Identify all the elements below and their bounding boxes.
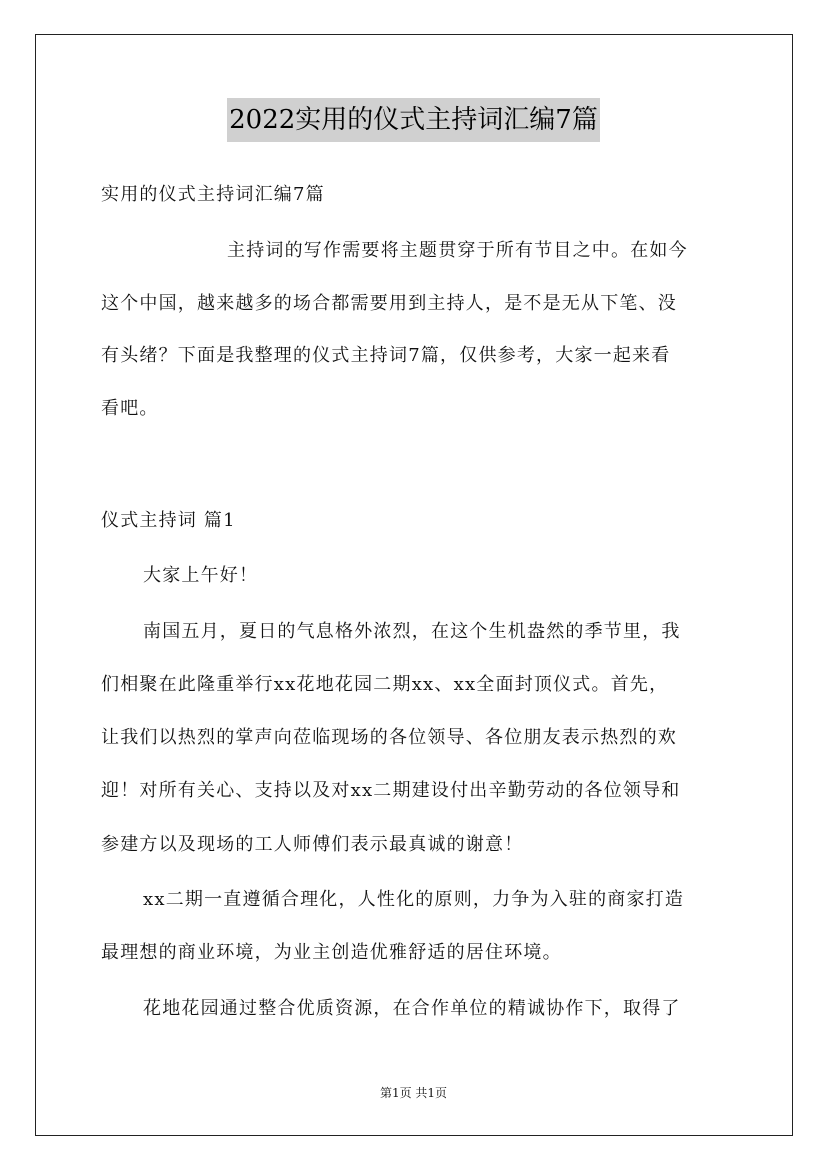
para1-line-2: 们相聚在此隆重举行xx花地花园二期xx、xx全面封顶仪式。首先， <box>101 674 669 695</box>
page-footer: 第1页 共1页 <box>379 1086 448 1100</box>
intro-line-2: 这个中国，越来越多的场合都需要用到主持人，是不是无从下笔、没 <box>101 293 677 314</box>
document-title: 2022实用的仪式主持词汇编7篇 <box>227 98 600 142</box>
intro-line-3: 有头绪？下面是我整理的仪式主持词7篇，仅供参考，大家一起来看 <box>101 345 671 366</box>
para2-line-1: xx二期一直遵循合理化，人性化的原则，力争为入驻的商家打造 <box>143 889 685 910</box>
para3-line-1: 花地花园通过整合优质资源，在合作单位的精诚协作下，取得了 <box>143 998 681 1019</box>
intro-line-1: 主持词的写作需要将主题贯穿于所有节目之中。在如今 <box>227 240 688 261</box>
para1-line-5: 参建方以及现场的工人师傅们表示最真诚的谢意！ <box>101 834 524 855</box>
document-subtitle: 实用的仪式主持词汇编7篇 <box>101 184 325 205</box>
para2-line-2: 最理想的商业环境，为业主创造优雅舒适的居住环境。 <box>101 942 562 963</box>
document-title-block <box>0 98 827 142</box>
para1-line-3: 让我们以热烈的掌声向莅临现场的各位领导、各位朋友表示热烈的欢 <box>101 727 677 748</box>
section-heading: 仪式主持词 篇1 <box>101 510 236 531</box>
greeting: 大家上午好！ <box>143 565 259 586</box>
para1-line-4: 迎！对所有关心、支持以及对xx二期建设付出辛勤劳动的各位领导和 <box>101 780 681 801</box>
intro-line-4: 看吧。 <box>101 398 159 419</box>
para1-line-1: 南国五月，夏日的气息格外浓烈，在这个生机盎然的季节里，我 <box>143 621 681 642</box>
